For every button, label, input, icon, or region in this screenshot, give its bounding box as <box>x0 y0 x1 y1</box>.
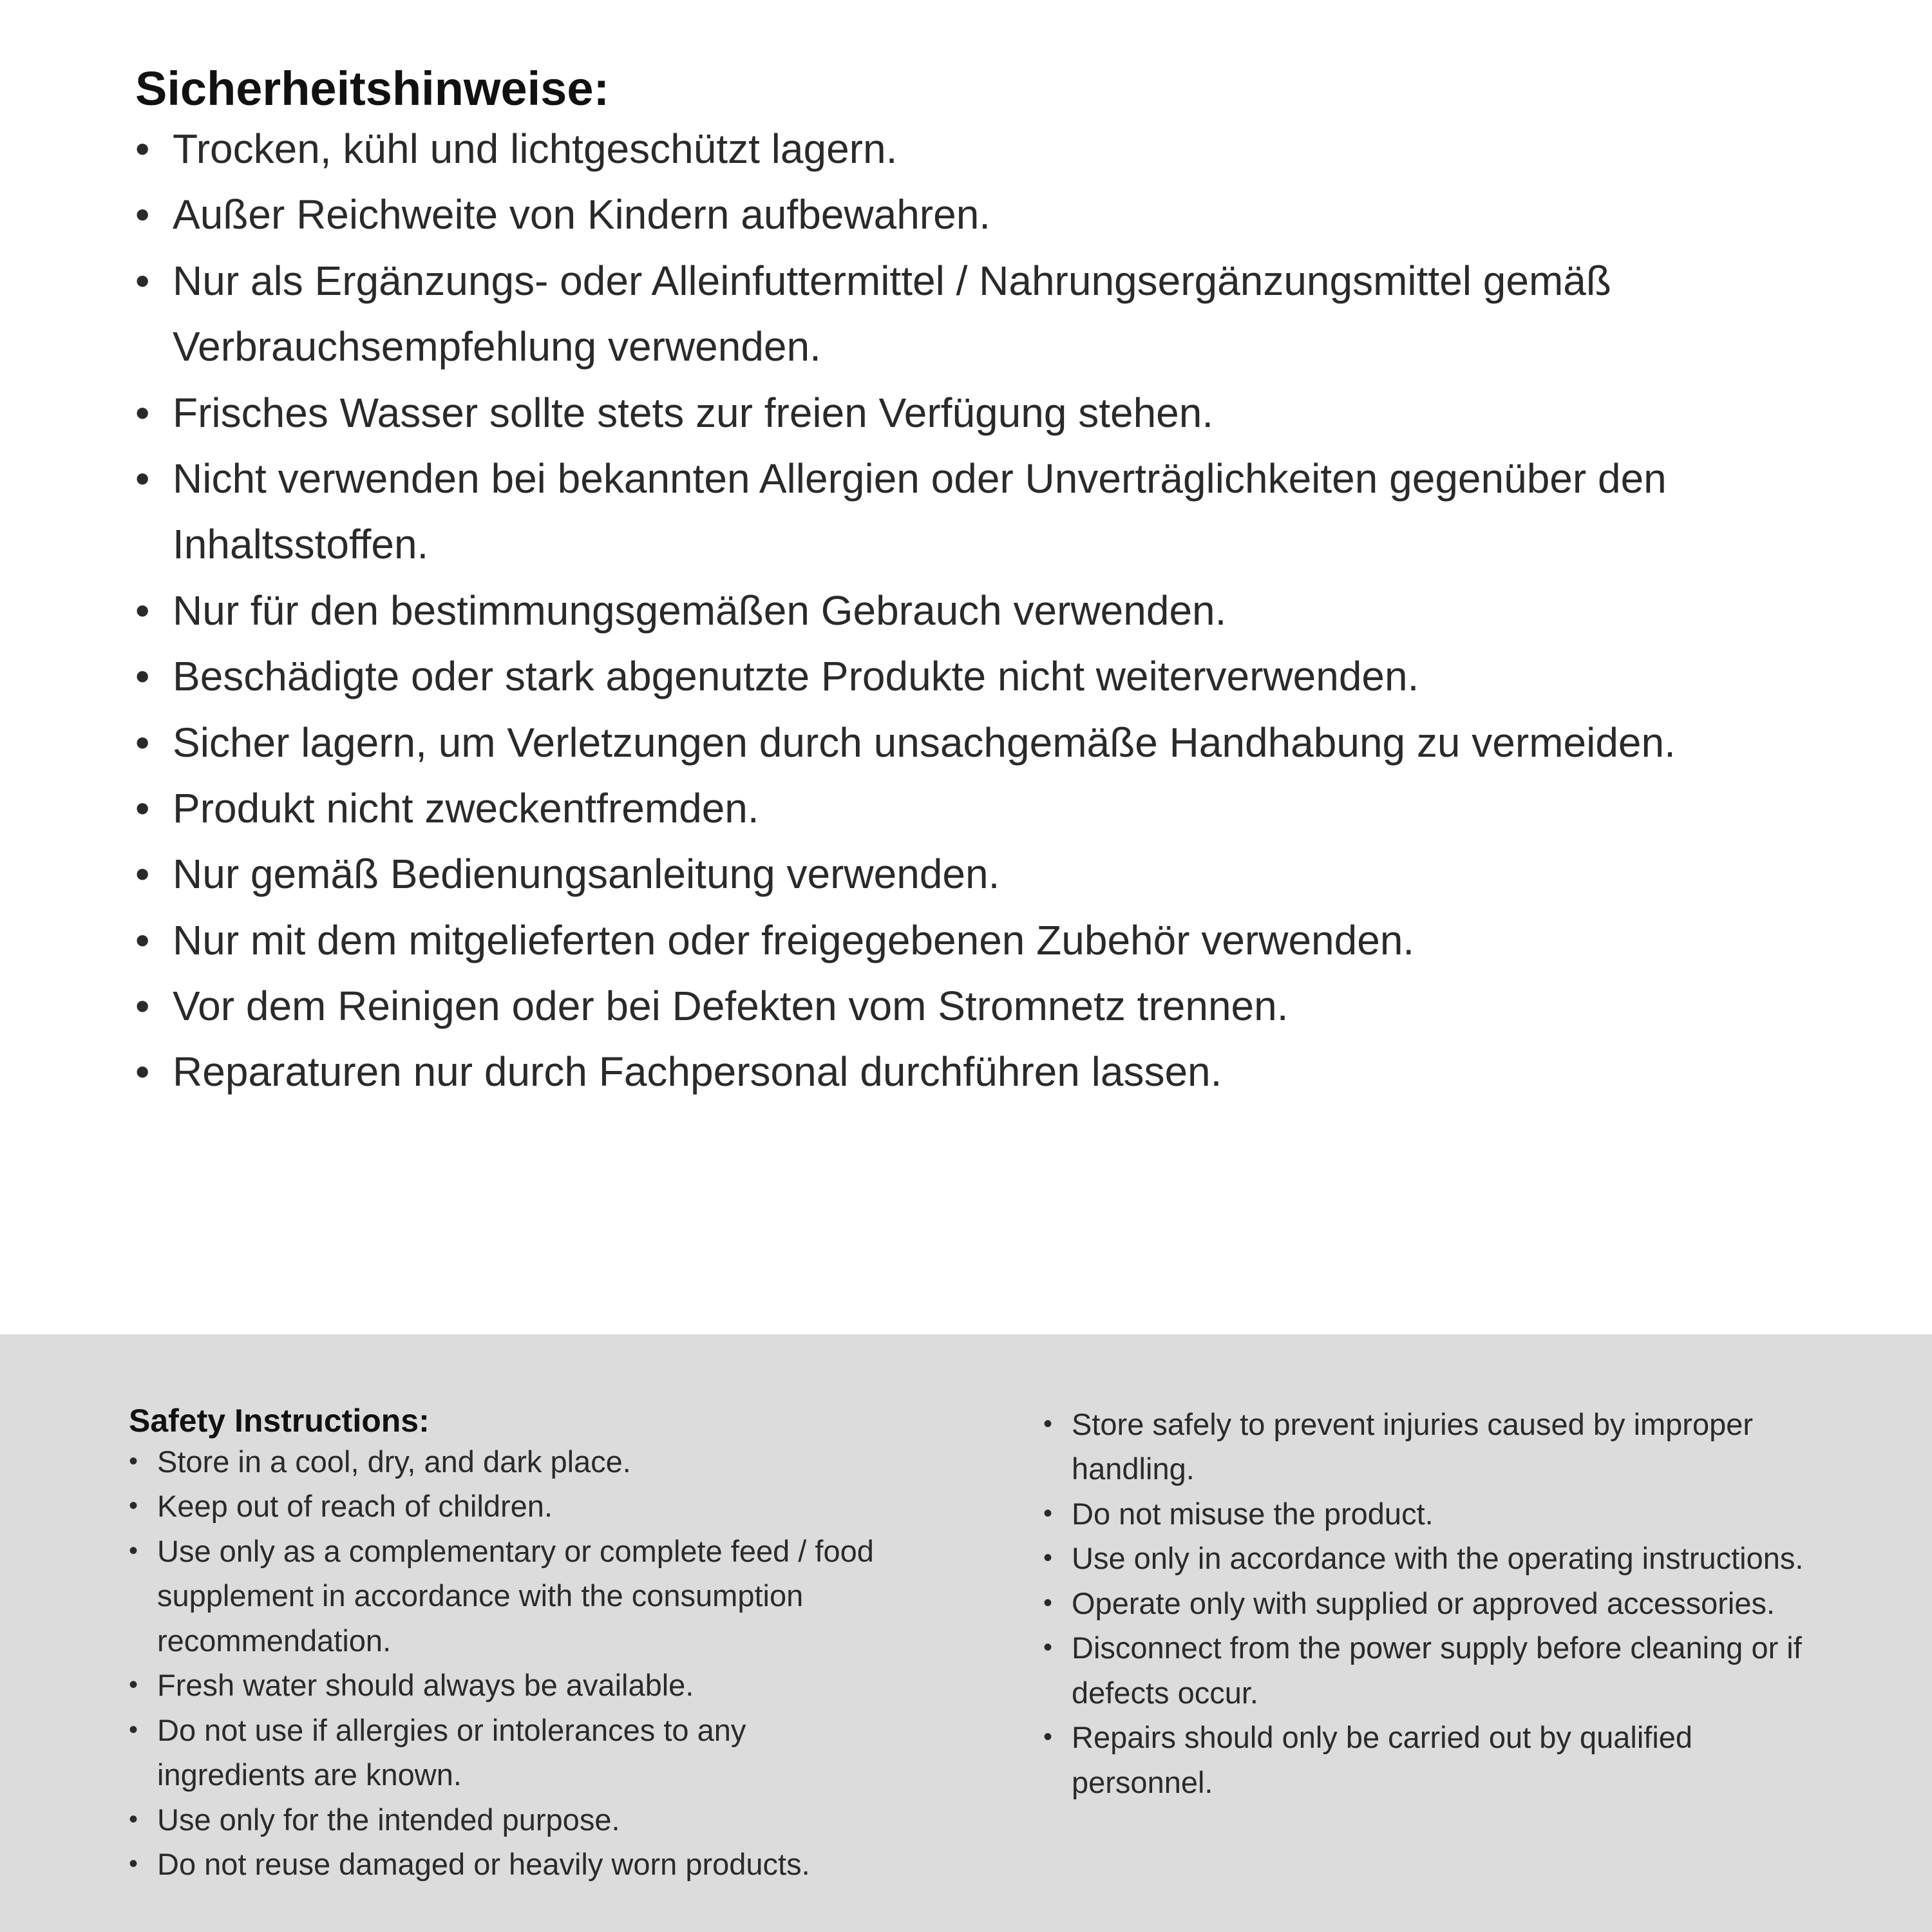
english-safety-item: • Disconnect from the power supply before cleaning or if defects occur. <box>1043 1625 1835 1715</box>
english-safety-item: • Store safely to prevent injuries caused by improper handling. <box>1043 1402 1835 1492</box>
english-safety-item: • Do not use if allergies or intolerances to any ingredients are known. <box>129 1708 902 1797</box>
english-safety-item: • Do not reuse damaged or heavily worn products. <box>129 1842 902 1887</box>
english-safety-item: • Keep out of reach of children. <box>129 1484 902 1529</box>
english-safety-item: • Store in a cool, dry, and dark place. <box>129 1439 902 1484</box>
german-safety-item: • Vor dem Reinigen oder bei Defekten vom Stromnetz trennen. <box>135 973 1784 1039</box>
german-safety-item: • Beschädigte oder stark abgenutzte Produkte nicht weiterverwenden. <box>135 643 1784 709</box>
german-safety-item: • Außer Reichweite von Kindern aufbewahren. <box>135 182 1784 247</box>
english-safety-item: • Use only in accordance with the operating instructions. <box>1043 1536 1835 1581</box>
german-safety-item: • Trocken, kühl und lichtgeschützt lagern. <box>135 116 1784 182</box>
german-section-heading: Sicherheitshinweise: <box>135 62 610 115</box>
english-safety-item: • Operate only with supplied or approved accessories. <box>1043 1581 1835 1626</box>
english-right-column <box>1043 1402 1835 1887</box>
german-safety-item: • Reparaturen nur durch Fachpersonal durchführen lassen. <box>135 1039 1784 1104</box>
english-safety-item: • Use only as a complementary or complete feed / food supplement in accordance with the consumption recommendation. <box>129 1529 902 1663</box>
german-safety-item: • Nur für den bestimmungsgemäßen Gebrauch verwenden. <box>135 578 1784 643</box>
english-safety-item: • Fresh water should always be available. <box>129 1663 902 1708</box>
german-safety-item: • Nicht verwenden bei bekannten Allergien oder Unverträglichkeiten gegenüber den Inhaltsstoffen. <box>135 446 1784 578</box>
german-safety-list <box>135 116 1784 1105</box>
german-safety-item: • Frisches Wasser sollte stets zur freien Verfügung stehen. <box>135 380 1784 446</box>
german-safety-item: • Sicher lagern, um Verletzungen durch unsachgemäße Handhabung zu vermeiden. <box>135 710 1784 775</box>
english-safety-list-left <box>129 1439 902 1887</box>
english-safety-item: • Repairs should only be carried out by qualified personnel. <box>1043 1715 1835 1804</box>
english-section-heading: Safety Instructions: <box>129 1402 430 1439</box>
german-safety-item: • Nur gemäß Bedienungsanleitung verwenden. <box>135 841 1784 907</box>
english-safety-list-right <box>1043 1402 1835 1805</box>
german-safety-item: • Produkt nicht zweckentfremden. <box>135 775 1784 841</box>
german-safety-item: • Nur mit dem mitgelieferten oder freigegebenen Zubehör verwenden. <box>135 907 1784 973</box>
english-safety-item: • Use only for the intended purpose. <box>129 1797 902 1842</box>
english-safety-section <box>0 1334 1932 1932</box>
german-safety-item: • Nur als Ergänzungs- oder Alleinfuttermittel / Nahrungsergänzungsmittel gemäß Verbrauchsempfehlung verwenden. <box>135 248 1784 380</box>
english-left-column <box>129 1402 902 1887</box>
english-safety-item: • Do not misuse the product. <box>1043 1492 1835 1537</box>
